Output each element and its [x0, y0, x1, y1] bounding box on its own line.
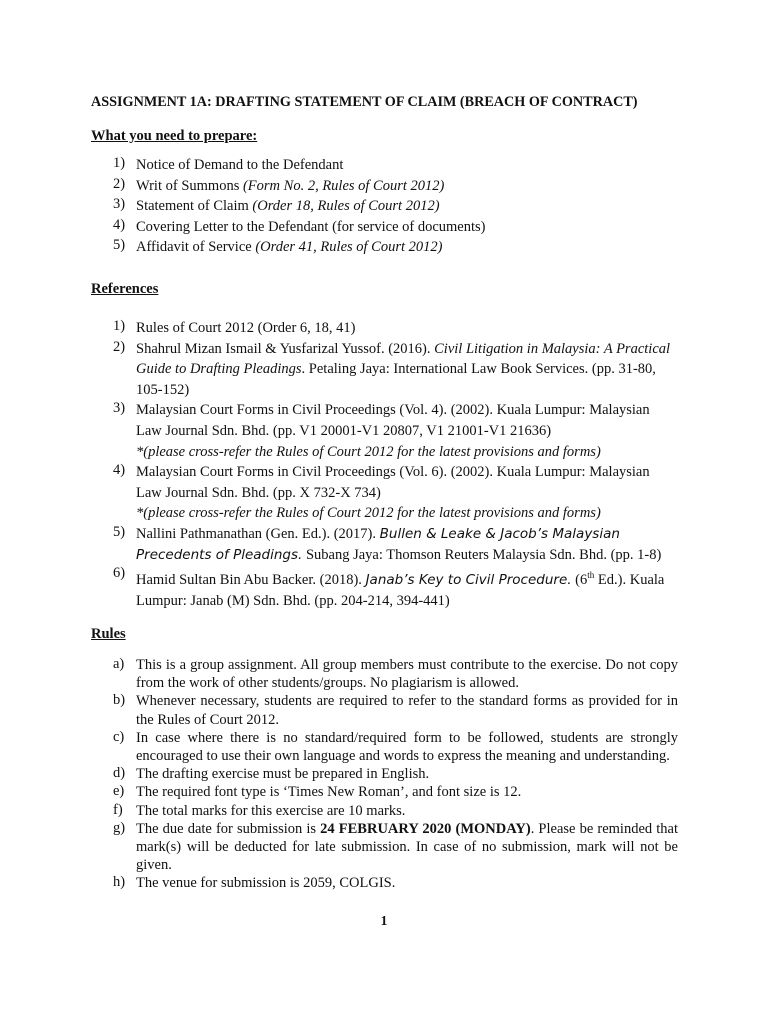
list-item	[0, 176, 768, 197]
list-letter: g)	[113, 819, 126, 836]
prepare-heading: What you need to prepare:	[91, 128, 258, 144]
list-number: 6)	[113, 565, 126, 582]
list-letter: b)	[113, 692, 126, 709]
reference-item	[0, 565, 768, 611]
list-number: 3)	[113, 196, 126, 213]
rule-item	[0, 874, 768, 892]
rule-text: The drafting exercise must be prepared in English.	[136, 766, 430, 783]
reference-title: Civil Litigation in Malaysia: A Practical Guide to Drafting Pleadings	[136, 340, 671, 378]
list-citation: (Form No. 2, Rules of Court 2012)	[242, 177, 445, 194]
list-text: Notice of Demand to the Defendant	[136, 157, 344, 173]
list-letter: h)	[113, 874, 126, 891]
rule-item	[0, 802, 768, 820]
list-text: Writ of Summons	[136, 177, 243, 194]
list-text: Statement of Claim	[136, 198, 253, 215]
reference-author: Hamid Sultan Bin Abu Backer. (2018).	[136, 571, 366, 588]
rule-text-continued: . Please be reminded that mark(s) will be deducted for late submission. In case of no submission, mark will not be given.	[136, 820, 678, 874]
rule-text: The venue for submission is 2059, COLGIS.	[136, 875, 396, 892]
list-item	[0, 196, 768, 217]
reference-author: Shahrul Mizan Ismail & Yusfarizal Yussof. (2016).	[136, 340, 435, 357]
rule-item	[0, 656, 768, 692]
list-letter: f)	[113, 801, 123, 818]
reference-publisher: . Petaling Jaya: International Law Book Services. (pp. 31-80, 105-152)	[136, 361, 656, 398]
list-letter: c)	[113, 728, 125, 745]
references-list	[0, 318, 768, 611]
list-text: Affidavit of Service	[136, 239, 256, 256]
reference-item	[0, 318, 768, 339]
rule-item	[0, 820, 768, 875]
reference-text: Malaysian Court Forms in Civil Proceedings (Vol. 4). (2002). Kuala Lumpur: Malaysian Law Journal Sdn. Bhd. (pp. V1 20001-V1 20807, V1 21001-V1 21636)	[136, 402, 650, 439]
rule-item	[0, 783, 768, 801]
page-number: 1	[380, 913, 388, 928]
list-number: 1)	[113, 155, 126, 171]
reference-item	[0, 339, 768, 401]
rule-item	[0, 765, 768, 783]
references-heading: References	[91, 281, 159, 297]
reference-item	[0, 400, 768, 462]
reference-publisher: Ed.). Kuala Lumpur: Janab (M) Sdn. Bhd. (pp. 204-214, 394-441)	[136, 571, 665, 609]
list-number: 1)	[113, 318, 126, 334]
list-citation: (Order 41, Rules of Court 2012)	[255, 239, 443, 256]
list-number: 3)	[113, 400, 126, 417]
list-number: 4)	[113, 216, 126, 233]
rules-list	[0, 656, 768, 893]
list-item	[0, 217, 768, 238]
rules-heading: Rules	[91, 626, 126, 642]
reference-edition-sup: th	[587, 570, 595, 581]
due-date: 24 FEBRUARY 2020 (MONDAY)	[320, 820, 531, 837]
reference-text: Rules of Court 2012 (Order 6, 18, 41)	[136, 320, 356, 336]
list-number: 2)	[113, 338, 126, 355]
reference-note: *(please cross-refer the Rules of Court 2012 for the latest provisions and forms)	[136, 443, 601, 460]
reference-item	[0, 462, 768, 524]
reference-author: Nallini Pathmanathan (Gen. Ed.). (2017).	[136, 525, 380, 542]
list-text: Covering Letter to the Defendant (for service of documents)	[136, 218, 486, 235]
list-letter: a)	[113, 656, 125, 672]
reference-publisher: Subang Jaya: Thomson Reuters Malaysia Sdn. Bhd. (pp. 1-8)	[302, 546, 662, 563]
reference-text: Malaysian Court Forms in Civil Proceedings (Vol. 6). (2002). Kuala Lumpur: Malaysian Law Journal Sdn. Bhd. (pp. X 732-X 734)	[136, 464, 650, 501]
list-item	[0, 155, 768, 176]
rule-item	[0, 729, 768, 765]
list-number: 2)	[113, 175, 126, 192]
prepare-list	[0, 155, 768, 258]
rule-text: In case where there is no standard/required form to be followed, students are strongly encouraged to use their own language and words to express the meaning and understanding.	[136, 729, 678, 765]
list-letter: d)	[113, 765, 126, 782]
rule-text: This is a group assignment. All group members must contribute to the exercise. Do not copy from the work of other students/groups. No plagiarism is allowed.	[136, 657, 678, 692]
list-citation: (Order 18, Rules of Court 2012)	[252, 198, 440, 215]
list-number: 4)	[113, 462, 126, 479]
list-item	[0, 237, 768, 258]
reference-title: Bullen & Leake & Jacob’s Malaysian Precedents of Pleadings.	[136, 525, 620, 563]
rule-text: The required font type is ‘Times New Roman’, and font size is 12.	[136, 784, 522, 801]
rule-text: Whenever necessary, students are required to refer to the standard forms as provided for in the Rules of Court 2012.	[136, 693, 678, 728]
list-number: 5)	[113, 523, 126, 540]
reference-edition: (6	[571, 571, 588, 588]
rule-item	[0, 692, 768, 728]
list-number: 5)	[113, 237, 126, 254]
reference-title: Janab’s Key to Civil Procedure.	[365, 571, 572, 588]
list-letter: e)	[113, 783, 125, 800]
document-title: ASSIGNMENT 1A: DRAFTING STATEMENT OF CLAIM (BREACH OF CONTRACT)	[91, 94, 638, 110]
reference-note: *(please cross-refer the Rules of Court 2012 for the latest provisions and forms)	[136, 505, 601, 522]
rule-text: The due date for submission is	[136, 820, 321, 837]
rule-text: The total marks for this exercise are 10 marks.	[136, 802, 406, 819]
reference-item	[0, 524, 768, 565]
